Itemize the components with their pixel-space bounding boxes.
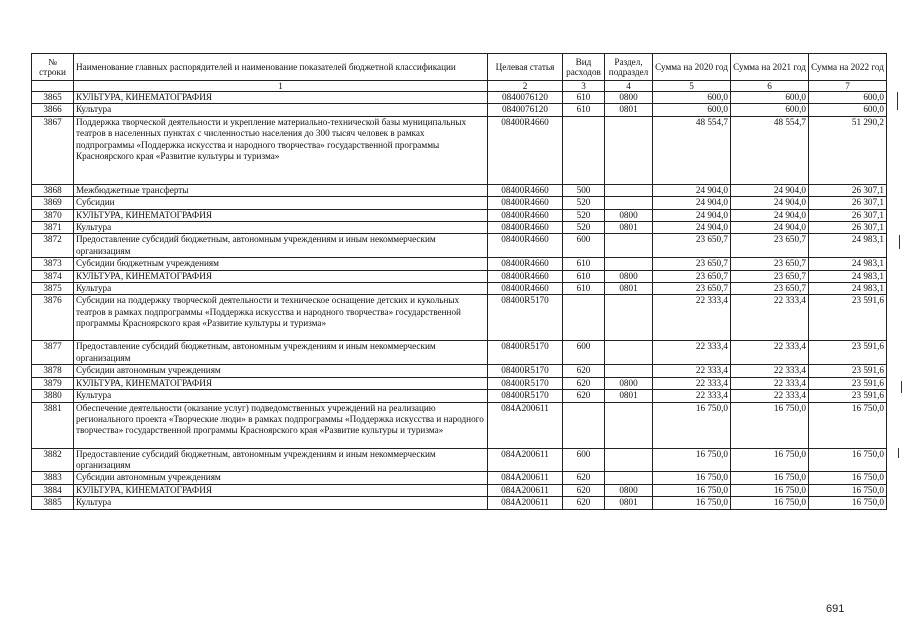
page-number: 691 (826, 603, 845, 615)
row-number: 3865 (32, 92, 74, 104)
row-sum-2020: 24 904,0 (653, 222, 731, 234)
table-row (32, 484, 887, 496)
row-number: 3882 (32, 448, 74, 472)
row-vid: 610 (563, 270, 605, 282)
row-name: Субсидии автономным учреждениям (74, 365, 488, 377)
header-name: Наименование главных распорядителей и наименование показателей бюджетной классификации (74, 54, 488, 81)
scan-margin-mark (897, 92, 898, 110)
row-razdel: 0801 (605, 104, 653, 116)
row-name: КУЛЬТУРА, КИНЕМАТОГРАФИЯ (74, 270, 488, 282)
row-target-code: 08400R5170 (488, 295, 563, 341)
row-target-code: 08400R5170 (488, 365, 563, 377)
row-vid: 610 (563, 104, 605, 116)
row-name: Предоставление субсидий бюджетным, автономным учреждениям и иным некоммерческим организациям (74, 341, 488, 365)
column-number-row (32, 81, 887, 92)
table-row (32, 258, 887, 270)
row-sum-2020: 22 333,4 (653, 390, 731, 402)
row-sum-2020: 16 750,0 (653, 484, 731, 496)
row-vid: 620 (563, 365, 605, 377)
row-name: Культура (74, 222, 488, 234)
row-target-code: 084A200611 (488, 472, 563, 484)
row-sum-2020: 23 650,7 (653, 270, 731, 282)
row-sum-2020: 22 333,4 (653, 377, 731, 389)
row-number: 3866 (32, 104, 74, 116)
column-number: 7 (809, 81, 887, 92)
table-row (32, 295, 887, 341)
row-sum-2022: 16 750,0 (809, 402, 887, 448)
row-vid: 600 (563, 448, 605, 472)
row-sum-2021: 23 650,7 (731, 283, 809, 295)
table-row (32, 184, 887, 196)
row-vid (563, 295, 605, 341)
row-number: 3878 (32, 365, 74, 377)
row-razdel: 0801 (605, 497, 653, 509)
row-name: Обеспечение деятельности (оказание услуг) подведомственных учреждений на реализацию регионального проекта «Творческие люди» в рамках подпрограммы «Поддержка искусства и народного творчества» государственной программы Красноярского края «Развитие культуры и туризма» (74, 402, 488, 448)
row-vid: 620 (563, 390, 605, 402)
row-sum-2021: 16 750,0 (731, 472, 809, 484)
row-target-code: 08400R4660 (488, 184, 563, 196)
row-number: 3868 (32, 184, 74, 196)
row-sum-2021: 16 750,0 (731, 484, 809, 496)
row-razdel (605, 402, 653, 448)
row-sum-2020: 600,0 (653, 92, 731, 104)
table-row (32, 390, 887, 402)
row-number: 3874 (32, 270, 74, 282)
row-number: 3872 (32, 234, 74, 258)
row-target-code: 08400R4660 (488, 197, 563, 209)
table-row (32, 116, 887, 184)
row-sum-2020: 22 333,4 (653, 295, 731, 341)
row-target-code: 084A200611 (488, 402, 563, 448)
header-target: Целевая статья (488, 54, 563, 81)
row-number: 3869 (32, 197, 74, 209)
row-sum-2020: 48 554,7 (653, 116, 731, 184)
row-sum-2021: 23 650,7 (731, 270, 809, 282)
row-number: 3870 (32, 209, 74, 221)
row-sum-2021: 16 750,0 (731, 497, 809, 509)
row-target-code: 08400R4660 (488, 234, 563, 258)
row-sum-2020: 22 333,4 (653, 341, 731, 365)
row-sum-2020: 16 750,0 (653, 402, 731, 448)
budget-table (31, 53, 887, 510)
scan-margin-mark (901, 381, 902, 393)
table-row (32, 92, 887, 104)
row-sum-2022: 16 750,0 (809, 448, 887, 472)
row-target-code: 084A200611 (488, 484, 563, 496)
row-sum-2021: 24 904,0 (731, 197, 809, 209)
row-sum-2021: 22 333,4 (731, 341, 809, 365)
row-sum-2022: 23 591,6 (809, 295, 887, 341)
row-sum-2020: 16 750,0 (653, 448, 731, 472)
row-razdel (605, 448, 653, 472)
row-razdel (605, 258, 653, 270)
row-target-code: 0840076120 (488, 104, 563, 116)
table-row (32, 197, 887, 209)
row-target-code: 084A200611 (488, 497, 563, 509)
row-sum-2022: 16 750,0 (809, 472, 887, 484)
row-number: 3871 (32, 222, 74, 234)
row-target-code: 08400R4660 (488, 222, 563, 234)
row-razdel (605, 116, 653, 184)
row-name: Предоставление субсидий бюджетным, автономным учреждениям и иным некоммерческим организациям (74, 234, 488, 258)
table-row (32, 377, 887, 389)
row-sum-2022: 51 290,2 (809, 116, 887, 184)
row-number: 3883 (32, 472, 74, 484)
header-sum-2021: Сумма на 2021 год (731, 54, 809, 81)
row-sum-2021: 23 650,7 (731, 234, 809, 258)
row-vid: 610 (563, 92, 605, 104)
row-sum-2021: 22 333,4 (731, 377, 809, 389)
row-vid: 620 (563, 484, 605, 496)
row-sum-2021: 24 904,0 (731, 209, 809, 221)
row-number: 3873 (32, 258, 74, 270)
row-sum-2020: 22 333,4 (653, 365, 731, 377)
row-vid (563, 402, 605, 448)
column-number: 4 (605, 81, 653, 92)
row-razdel: 0800 (605, 270, 653, 282)
row-name: КУЛЬТУРА, КИНЕМАТОГРАФИЯ (74, 484, 488, 496)
row-sum-2020: 23 650,7 (653, 283, 731, 295)
row-sum-2022: 24 983,1 (809, 283, 887, 295)
row-razdel (605, 341, 653, 365)
row-razdel: 0800 (605, 92, 653, 104)
row-sum-2022: 16 750,0 (809, 484, 887, 496)
row-name: КУЛЬТУРА, КИНЕМАТОГРАФИЯ (74, 377, 488, 389)
row-razdel (605, 234, 653, 258)
row-sum-2022: 24 983,1 (809, 258, 887, 270)
row-target-code: 08400R5170 (488, 341, 563, 365)
row-number: 3880 (32, 390, 74, 402)
header-sum-2022: Сумма на 2022 год (809, 54, 887, 81)
row-sum-2022: 16 750,0 (809, 497, 887, 509)
row-razdel: 0800 (605, 484, 653, 496)
row-sum-2020: 16 750,0 (653, 497, 731, 509)
row-sum-2021: 24 904,0 (731, 222, 809, 234)
row-target-code: 08400R4660 (488, 270, 563, 282)
row-sum-2020: 24 904,0 (653, 197, 731, 209)
row-sum-2021: 600,0 (731, 104, 809, 116)
column-number (32, 81, 74, 92)
row-vid: 520 (563, 222, 605, 234)
row-name: Межбюджетные трансферты (74, 184, 488, 196)
row-razdel: 0801 (605, 390, 653, 402)
row-sum-2022: 26 307,1 (809, 222, 887, 234)
row-sum-2022: 26 307,1 (809, 209, 887, 221)
table-row (32, 270, 887, 282)
row-name: Культура (74, 283, 488, 295)
table-body (32, 92, 887, 510)
row-number: 3879 (32, 377, 74, 389)
header-sum-2020: Сумма на 2020 год (653, 54, 731, 81)
row-sum-2020: 24 904,0 (653, 184, 731, 196)
header-razdel: Раздел, подраздел (605, 54, 653, 81)
row-sum-2021: 16 750,0 (731, 402, 809, 448)
table-row (32, 341, 887, 365)
row-vid: 500 (563, 184, 605, 196)
row-target-code: 084A200611 (488, 448, 563, 472)
row-sum-2021: 24 904,0 (731, 184, 809, 196)
row-sum-2020: 23 650,7 (653, 234, 731, 258)
row-sum-2020: 600,0 (653, 104, 731, 116)
row-vid: 610 (563, 283, 605, 295)
row-vid: 520 (563, 197, 605, 209)
column-number: 3 (563, 81, 605, 92)
row-sum-2021: 22 333,4 (731, 365, 809, 377)
scan-margin-mark (899, 235, 900, 249)
row-vid: 600 (563, 234, 605, 258)
row-name: Культура (74, 104, 488, 116)
row-name: Субсидии (74, 197, 488, 209)
row-razdel: 0801 (605, 222, 653, 234)
row-target-code: 0840076120 (488, 92, 563, 104)
row-number: 3885 (32, 497, 74, 509)
table-row (32, 104, 887, 116)
row-sum-2022: 26 307,1 (809, 184, 887, 196)
row-target-code: 08400R5170 (488, 377, 563, 389)
row-vid: 620 (563, 497, 605, 509)
row-sum-2022: 600,0 (809, 104, 887, 116)
row-name: Поддержка творческой деятельности и укрепление материально-технической базы муниципальных театров в населенных пунктах с численностью населения до 300 тысяч человек в рамках подпрограммы «Поддержка искусства и народного творчества» государственной программы Красноярского края «Развитие культуры и туризма» (74, 116, 488, 184)
table-row (32, 283, 887, 295)
table-row (32, 209, 887, 221)
row-name: Культура (74, 497, 488, 509)
row-sum-2022: 23 591,6 (809, 377, 887, 389)
row-sum-2022: 23 591,6 (809, 365, 887, 377)
row-number: 3867 (32, 116, 74, 184)
row-sum-2021: 22 333,4 (731, 390, 809, 402)
row-razdel: 0800 (605, 377, 653, 389)
row-razdel: 0801 (605, 283, 653, 295)
row-razdel (605, 295, 653, 341)
table-row (32, 222, 887, 234)
table-row (32, 448, 887, 472)
row-razdel (605, 184, 653, 196)
row-sum-2020: 23 650,7 (653, 258, 731, 270)
row-name: КУЛЬТУРА, КИНЕМАТОГРАФИЯ (74, 92, 488, 104)
row-number: 3875 (32, 283, 74, 295)
row-vid (563, 116, 605, 184)
row-razdel: 0800 (605, 209, 653, 221)
row-vid: 610 (563, 258, 605, 270)
table-row (32, 497, 887, 509)
row-sum-2021: 600,0 (731, 92, 809, 104)
row-number: 3881 (32, 402, 74, 448)
column-number: 5 (653, 81, 731, 92)
row-vid: 600 (563, 341, 605, 365)
header-row-no: № строки (32, 54, 74, 81)
row-name: Субсидии бюджетным учреждениям (74, 258, 488, 270)
row-sum-2020: 16 750,0 (653, 472, 731, 484)
column-number: 6 (731, 81, 809, 92)
row-target-code: 08400R5170 (488, 390, 563, 402)
row-vid: 620 (563, 377, 605, 389)
row-sum-2022: 23 591,6 (809, 390, 887, 402)
row-sum-2022: 26 307,1 (809, 197, 887, 209)
row-number: 3884 (32, 484, 74, 496)
row-vid: 620 (563, 472, 605, 484)
row-target-code: 08400R4660 (488, 209, 563, 221)
table-row (32, 234, 887, 258)
row-target-code: 08400R4660 (488, 283, 563, 295)
row-vid: 520 (563, 209, 605, 221)
table-row (32, 365, 887, 377)
table-header-row (32, 54, 887, 81)
table-row (32, 402, 887, 448)
row-target-code: 08400R4660 (488, 258, 563, 270)
row-number: 3876 (32, 295, 74, 341)
row-name: Предоставление субсидий бюджетным, автономным учреждениям и иным некоммерческим организациям (74, 448, 488, 472)
row-sum-2021: 16 750,0 (731, 448, 809, 472)
row-sum-2021: 48 554,7 (731, 116, 809, 184)
row-name: Культура (74, 390, 488, 402)
row-name: КУЛЬТУРА, КИНЕМАТОГРАФИЯ (74, 209, 488, 221)
row-sum-2021: 23 650,7 (731, 258, 809, 270)
row-sum-2022: 600,0 (809, 92, 887, 104)
row-target-code: 08400R4660 (488, 116, 563, 184)
column-number: 2 (488, 81, 563, 92)
row-sum-2021: 22 333,4 (731, 295, 809, 341)
row-razdel (605, 197, 653, 209)
row-sum-2022: 24 983,1 (809, 234, 887, 258)
header-vid: Вид расходов (563, 54, 605, 81)
row-name: Субсидии на поддержку творческой деятельности и техническое оснащение детских и кукольных театров в рамках подпрограммы «Поддержка искусства и народного творчества» государственной программы Красноярского края «Развитие культуры и туризма» (74, 295, 488, 341)
column-number: 1 (74, 81, 488, 92)
table-row (32, 472, 887, 484)
scan-margin-mark (898, 448, 899, 458)
row-sum-2022: 24 983,1 (809, 270, 887, 282)
row-razdel (605, 472, 653, 484)
row-sum-2022: 23 591,6 (809, 341, 887, 365)
row-sum-2020: 24 904,0 (653, 209, 731, 221)
row-name: Субсидии автономным учреждениям (74, 472, 488, 484)
row-number: 3877 (32, 341, 74, 365)
row-razdel (605, 365, 653, 377)
